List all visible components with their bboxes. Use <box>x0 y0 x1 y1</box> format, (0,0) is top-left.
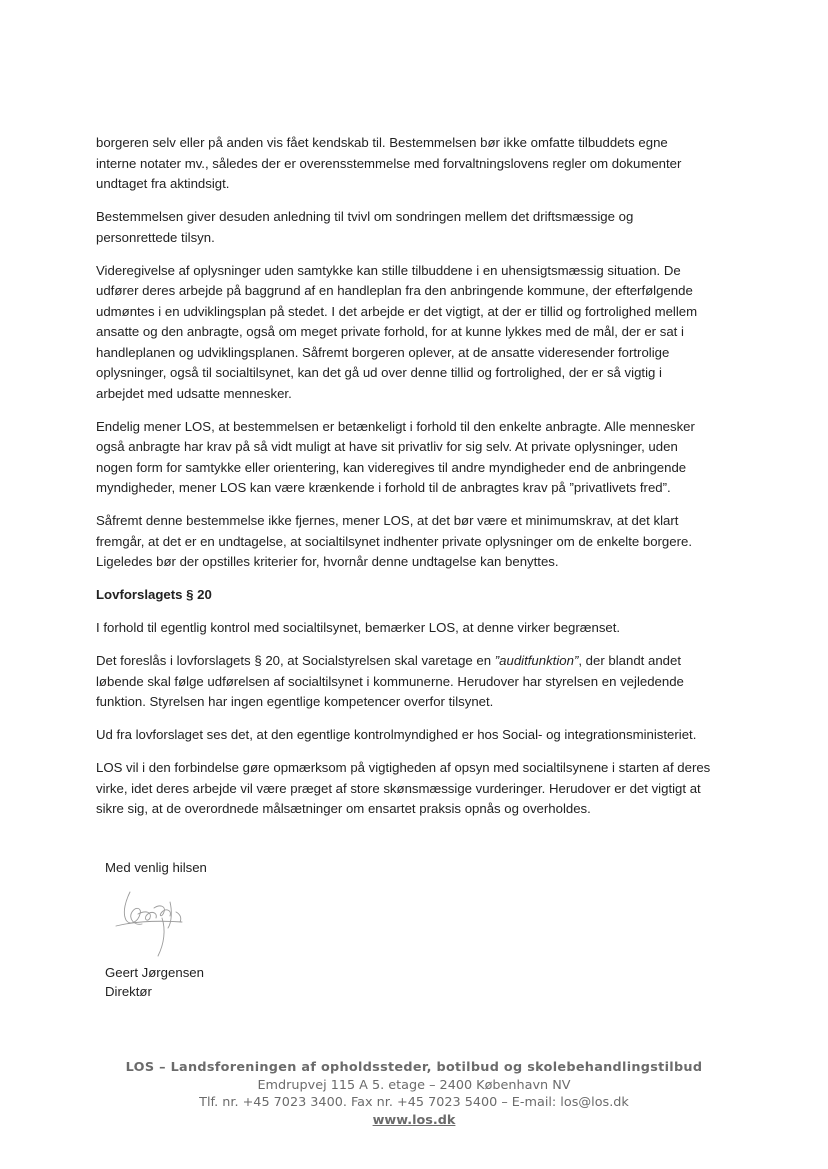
paragraph-kontrolmyndighed: Ud fra lovforslaget ses det, at den egentlige kontrolmyndighed er hos Social- og integrationsministeriet. <box>96 727 697 742</box>
signer-block <box>105 963 204 1001</box>
paragraph-auditfunktion <box>96 651 736 713</box>
handwritten-signature <box>112 882 192 960</box>
auditfunktion-text-end: , der blandt andet løbende skal følge udførelsen af socialtilsynet i kommunerne. Herudover har styrelsen en vejledende funktion. Styrelsen har ingen egentlige kompetencer overfor tilsynet. <box>96 653 684 709</box>
auditfunktion-text-start: Det foreslås i lovforslagets § 20, at Socialstyrelsen skal varetage en <box>96 653 495 668</box>
footer-contact: Tlf. nr. +45 7023 3400. Fax nr. +45 7023 5400 – E-mail: los@los.dk <box>199 1095 629 1110</box>
closing-greeting: Med venlig hilsen <box>105 860 207 875</box>
paragraph-minimumskrav: Såfremt denne bestemmelse ikke fjernes, mener LOS, at det bør være et minimumskrav, at det klart fremgår, at det er en undtagelse, at socialtilsynet indhenter private oplysninger om de enkelte borgere. Ligeledes bør der opstilles kriterier for, hvornår denne undtagelse kan benyttes. <box>96 513 692 569</box>
signer-name: Geert Jørgensen <box>105 965 204 980</box>
footer-organization: LOS – Landsforeningen af opholdssteder, botilbud og skolebehandlingstilbud <box>125 1060 703 1075</box>
paragraph-privatliv: Endelig mener LOS, at bestemmelsen er betænkeligt i forhold til den enkelte anbragte. Alle mennesker også anbragte har krav på så vidt muligt at have sit privatliv for sig selv. At private oplysninger, uden nogen form for samtykke eller orientering, kan videregives til andre myndigheder end de anbringende myndigheder, mener LOS kan være krænkende i forhold til de anbragtes krav på ”privatlivets fred”. <box>96 418 695 495</box>
paragraph-opsyn: LOS vil i den forbindelse gøre opmærksom på vigtigheden af opsyn med socialtilsynene i starten af deres virke, idet deres arbejde vil være præget af store skønsmæssige vurderinger. Herudover er det vigtigt at sikre sig, at de overordnede målsætninger om ensartet praksis opnås og overholdes. <box>96 760 711 816</box>
letter-body <box>96 133 736 832</box>
paragraph-kontrol: I forhold til egentlig kontrol med socialtilsynet, bemærker LOS, at denne virker begrænset. <box>96 620 621 635</box>
paragraph-videregivelse: Videregivelse af oplysninger uden samtykke kan stille tilbuddene i en uhensigtsmæssig situation. De udfører deres arbejde på baggrund af en handleplan fra den anbringende kommune, der efterfølgende udmøntes i en udviklingsplan på stedet. I det arbejde er det vigtigt, at der er tillid og fortrolighed mellem ansatte og den anbragte, også om meget private forhold, for at kunne lykkes med de mål, der er sat i handleplanen og udviklingsplanen. Såfremt borgeren oplever, at de ansatte videresender fortrolige oplysninger, også til socialtilsynet, kan det gå ud over denne tillid og fortrolighed, der er så vigtig i arbejdet med udsatte mennesker. <box>96 262 698 401</box>
footer-website-link[interactable]: www.los.dk <box>372 1112 456 1128</box>
paragraph-aktindsigt: borgeren selv eller på anden vis fået kendskab til. Bestemmelsen bør ikke omfatte tilbuddets egne interne notater mv., således der er overensstemmelse med forvaltningslovens regler om dokumenter undtaget fra aktindsigt. <box>96 135 682 191</box>
auditfunktion-emphasis: ”auditfunktion” <box>494 653 579 668</box>
paragraph-sondring: Bestemmelsen giver desuden anledning til tvivl om sondringen mellem det driftsmæssige og personrettede tilsyn. <box>96 209 634 245</box>
section-heading: Lovforslagets § 20 <box>96 587 212 602</box>
signer-title: Direktør <box>105 984 152 999</box>
footer-address: Emdrupvej 115 A 5. etage – 2400 København NV <box>257 1077 571 1093</box>
letter-footer <box>0 1059 828 1129</box>
